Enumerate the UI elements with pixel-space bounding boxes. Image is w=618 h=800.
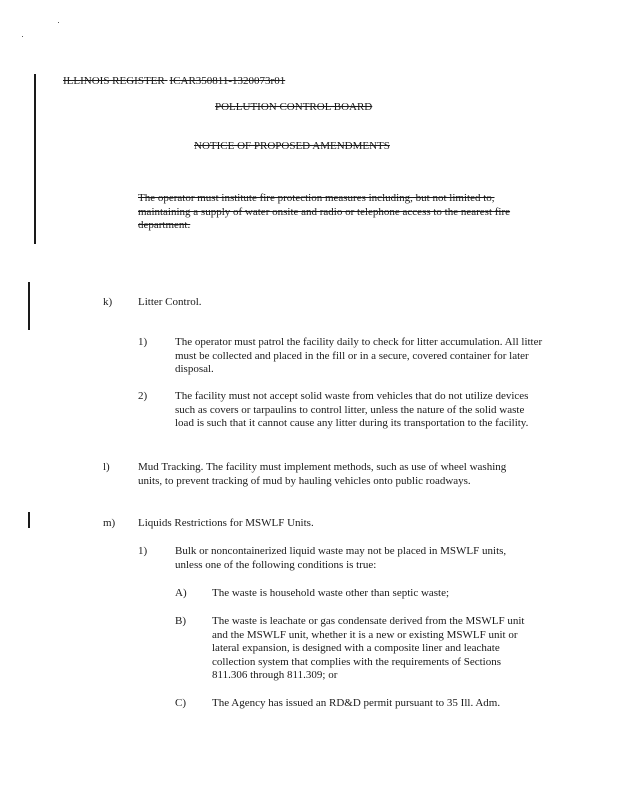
- scan-speck: [58, 22, 59, 23]
- m-subitem-a-text: The waste is household waste other than septic waste;: [212, 587, 450, 599]
- notice-title: NOTICE OF PROPOSED AMENDMENTS: [194, 140, 390, 152]
- m-subitem-a-num: A): [175, 587, 187, 599]
- k-item-2-num: 2): [138, 390, 148, 402]
- register-header: [63, 75, 285, 89]
- m-subitem-c-num: C): [175, 697, 186, 709]
- change-bar: [34, 74, 36, 244]
- section-m-label: m): [103, 517, 116, 529]
- m-subitem-b-text: The waste is leachate or gas condensate derived from the MSWLF unit and the MSWLF unit, whether it is a new or existing MSWLF unit or lateral expansion, is designed with a composite liner and leachate collection system that complies with the requirements of Sections 811.306 through 811.309; or: [212, 615, 525, 681]
- k-item-1-text: The operator must patrol the facility daily to check for litter accumulation. All litter must be collected and placed in the fill or in a secure, covered container for later disposal.: [175, 336, 543, 375]
- k-item-1-num: 1): [138, 336, 148, 348]
- m-item-1-text: Bulk or noncontainerized liquid waste may not be placed in MSWLF units, unless one of the following conditions is true:: [175, 545, 507, 571]
- section-l-label: l): [103, 461, 110, 473]
- board-title: POLLUTION CONTROL BOARD: [215, 101, 373, 113]
- m-item-1-num: 1): [138, 545, 148, 557]
- section-k-title: Litter Control.: [138, 296, 202, 308]
- section-m-title: Liquids Restrictions for MSWLF Units.: [138, 517, 314, 529]
- struck-paragraph: The operator must institute fire protection measures including, but not limited to, maintaining a supply of water onsite and radio or telephone access to the nearest fire department.: [138, 192, 511, 231]
- change-bar: [28, 282, 30, 330]
- register-id: ICAR350811-1320073r01: [169, 75, 286, 87]
- section-l-text: Mud Tracking. The facility must implement methods, such as use of wheel washing units, to prevent tracking of mud by hauling vehicles onto public roadways.: [138, 461, 507, 487]
- m-subitem-c-text: The Agency has issued an RD&D permit pursuant to 35 Ill. Adm.: [212, 697, 501, 709]
- k-item-2-text: The facility must not accept solid waste from vehicles that do not utilize devices such as covers or tarpaulins to control litter, unless the nature of the solid waste load is such that it cannot cause any litter during its transportation to the facility.: [175, 390, 529, 429]
- change-bar: [28, 512, 30, 528]
- m-subitem-b-num: B): [175, 615, 186, 627]
- scan-speck: [22, 36, 23, 37]
- section-k-label: k): [103, 296, 113, 308]
- register-name: ILLINOIS REGISTER: [63, 75, 165, 87]
